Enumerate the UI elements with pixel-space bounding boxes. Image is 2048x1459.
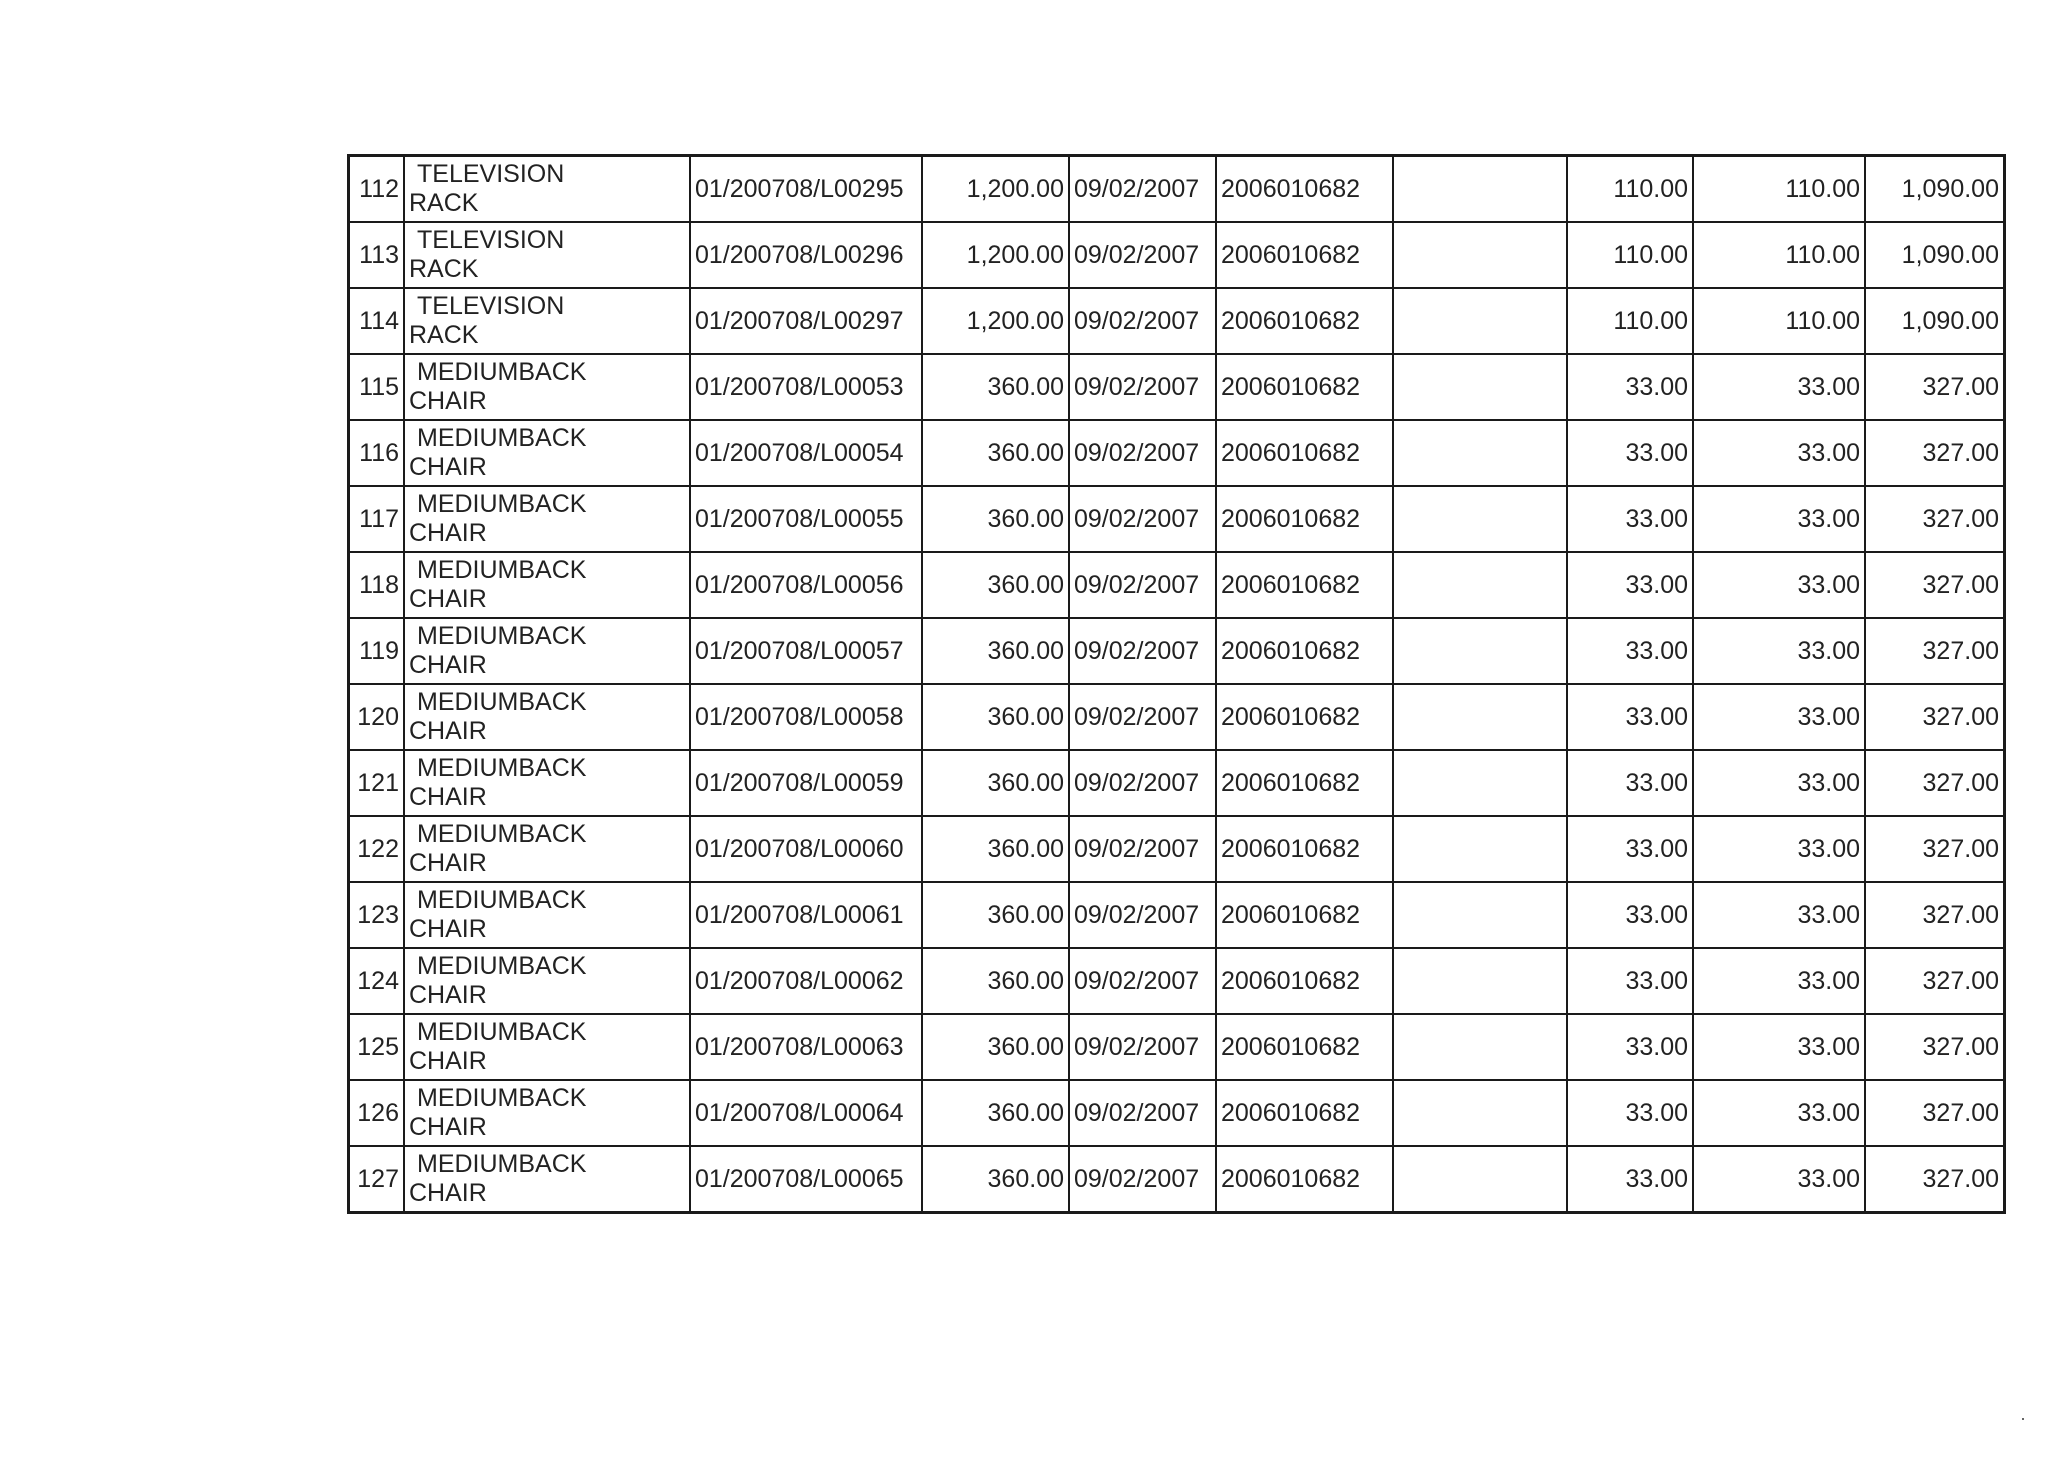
cost-cell: 360.00 [922,1014,1069,1080]
serial-number-cell: 123 [349,882,405,948]
description-line-2: CHAIR [409,849,487,877]
description-cell [404,222,690,288]
description-cell [404,948,690,1014]
serial-number-cell: 114 [349,288,405,354]
blank-cell [1393,1080,1567,1146]
blank-cell [1393,420,1567,486]
description-line-1: MEDIUMBACK [417,1084,587,1112]
blank-cell [1393,288,1567,354]
depreciation-cell: 33.00 [1567,354,1693,420]
serial-number-cell: 125 [349,1014,405,1080]
net-book-value-cell: 327.00 [1865,882,2005,948]
description-cell [404,1080,690,1146]
table-row [349,684,2005,750]
net-book-value-cell: 1,090.00 [1865,156,2005,223]
cost-cell: 360.00 [922,618,1069,684]
accumulated-depreciation-cell: 33.00 [1693,882,1865,948]
description-line-1: TELEVISION [417,226,565,254]
net-book-value-cell: 327.00 [1865,1146,2005,1213]
accumulated-depreciation-cell: 110.00 [1693,156,1865,223]
accumulated-depreciation-cell: 33.00 [1693,618,1865,684]
description-cell [404,354,690,420]
asset-code-cell: 01/200708/L00055 [690,486,922,552]
reference-cell: 2006010682 [1216,486,1393,552]
cost-cell: 360.00 [922,552,1069,618]
description-line-2: CHAIR [409,519,487,547]
description-cell [404,486,690,552]
date-cell: 09/02/2007 [1069,1080,1216,1146]
cost-cell: 360.00 [922,750,1069,816]
blank-cell [1393,486,1567,552]
accumulated-depreciation-cell: 33.00 [1693,816,1865,882]
depreciation-cell: 33.00 [1567,420,1693,486]
asset-code-cell: 01/200708/L00064 [690,1080,922,1146]
serial-number-cell: 127 [349,1146,405,1213]
serial-number-cell: 121 [349,750,405,816]
serial-number-cell: 119 [349,618,405,684]
date-cell: 09/02/2007 [1069,684,1216,750]
asset-code-cell: 01/200708/L00297 [690,288,922,354]
asset-code-cell: 01/200708/L00063 [690,1014,922,1080]
cost-cell: 1,200.00 [922,288,1069,354]
asset-register-body [349,156,2005,1213]
asset-code-cell: 01/200708/L00058 [690,684,922,750]
table-row [349,948,2005,1014]
depreciation-cell: 33.00 [1567,552,1693,618]
depreciation-cell: 33.00 [1567,882,1693,948]
description-line-1: MEDIUMBACK [417,556,587,584]
net-book-value-cell: 327.00 [1865,354,2005,420]
description-cell [404,420,690,486]
asset-code-cell: 01/200708/L00053 [690,354,922,420]
accumulated-depreciation-cell: 33.00 [1693,1146,1865,1213]
description-line-1: MEDIUMBACK [417,490,587,518]
net-book-value-cell: 327.00 [1865,816,2005,882]
serial-number-cell: 122 [349,816,405,882]
blank-cell [1393,750,1567,816]
description-line-1: MEDIUMBACK [417,424,587,452]
asset-register-table [347,154,2006,1214]
blank-cell [1393,156,1567,223]
description-line-2: CHAIR [409,1179,487,1207]
serial-number-cell: 126 [349,1080,405,1146]
accumulated-depreciation-cell: 33.00 [1693,948,1865,1014]
table-row [349,222,2005,288]
date-cell: 09/02/2007 [1069,1146,1216,1213]
description-line-2: RACK [409,255,479,283]
description-line-1: MEDIUMBACK [417,820,587,848]
description-line-2: CHAIR [409,915,487,943]
date-cell: 09/02/2007 [1069,618,1216,684]
reference-cell: 2006010682 [1216,750,1393,816]
depreciation-cell: 33.00 [1567,618,1693,684]
blank-cell [1393,948,1567,1014]
description-line-1: MEDIUMBACK [417,622,587,650]
accumulated-depreciation-cell: 33.00 [1693,552,1865,618]
reference-cell: 2006010682 [1216,420,1393,486]
net-book-value-cell: 1,090.00 [1865,222,2005,288]
description-line-2: CHAIR [409,1047,487,1075]
depreciation-cell: 33.00 [1567,816,1693,882]
description-line-1: MEDIUMBACK [417,1018,587,1046]
description-line-1: MEDIUMBACK [417,886,587,914]
net-book-value-cell: 327.00 [1865,1080,2005,1146]
depreciation-cell: 33.00 [1567,1146,1693,1213]
table-row [349,1080,2005,1146]
reference-cell: 2006010682 [1216,552,1393,618]
reference-cell: 2006010682 [1216,948,1393,1014]
net-book-value-cell: 327.00 [1865,552,2005,618]
reference-cell: 2006010682 [1216,1080,1393,1146]
date-cell: 09/02/2007 [1069,354,1216,420]
table-row [349,486,2005,552]
reference-cell: 2006010682 [1216,1014,1393,1080]
net-book-value-cell: 327.00 [1865,948,2005,1014]
date-cell: 09/02/2007 [1069,552,1216,618]
net-book-value-cell: 1,090.00 [1865,288,2005,354]
asset-code-cell: 01/200708/L00062 [690,948,922,1014]
accumulated-depreciation-cell: 33.00 [1693,1014,1865,1080]
blank-cell [1393,816,1567,882]
cost-cell: 360.00 [922,684,1069,750]
description-line-2: CHAIR [409,783,487,811]
cost-cell: 360.00 [922,1146,1069,1213]
serial-number-cell: 113 [349,222,405,288]
date-cell: 09/02/2007 [1069,156,1216,223]
description-line-2: CHAIR [409,717,487,745]
asset-code-cell: 01/200708/L00065 [690,1146,922,1213]
depreciation-cell: 33.00 [1567,750,1693,816]
description-line-2: CHAIR [409,453,487,481]
asset-code-cell: 01/200708/L00060 [690,816,922,882]
serial-number-cell: 124 [349,948,405,1014]
cost-cell: 360.00 [922,1080,1069,1146]
accumulated-depreciation-cell: 33.00 [1693,420,1865,486]
serial-number-cell: 116 [349,420,405,486]
reference-cell: 2006010682 [1216,1146,1393,1213]
description-cell [404,288,690,354]
blank-cell [1393,552,1567,618]
table-row [349,618,2005,684]
table-row [349,354,2005,420]
blank-cell [1393,618,1567,684]
cost-cell: 360.00 [922,948,1069,1014]
date-cell: 09/02/2007 [1069,882,1216,948]
accumulated-depreciation-cell: 33.00 [1693,750,1865,816]
description-cell [404,156,690,223]
description-cell [404,684,690,750]
table-row [349,750,2005,816]
description-cell [404,882,690,948]
description-line-1: MEDIUMBACK [417,952,587,980]
serial-number-cell: 120 [349,684,405,750]
description-line-2: CHAIR [409,981,487,1009]
net-book-value-cell: 327.00 [1865,420,2005,486]
depreciation-cell: 33.00 [1567,486,1693,552]
scan-speck [2022,1418,2024,1420]
date-cell: 09/02/2007 [1069,1014,1216,1080]
serial-number-cell: 115 [349,354,405,420]
table-row [349,1014,2005,1080]
table-row [349,552,2005,618]
cost-cell: 360.00 [922,882,1069,948]
blank-cell [1393,222,1567,288]
asset-code-cell: 01/200708/L00056 [690,552,922,618]
blank-cell [1393,882,1567,948]
cost-cell: 360.00 [922,816,1069,882]
date-cell: 09/02/2007 [1069,948,1216,1014]
depreciation-cell: 33.00 [1567,684,1693,750]
reference-cell: 2006010682 [1216,882,1393,948]
depreciation-cell: 110.00 [1567,288,1693,354]
accumulated-depreciation-cell: 33.00 [1693,1080,1865,1146]
asset-code-cell: 01/200708/L00061 [690,882,922,948]
reference-cell: 2006010682 [1216,354,1393,420]
description-cell [404,816,690,882]
description-line-1: MEDIUMBACK [417,688,587,716]
cost-cell: 360.00 [922,486,1069,552]
description-line-1: MEDIUMBACK [417,358,587,386]
cost-cell: 360.00 [922,354,1069,420]
description-line-2: CHAIR [409,387,487,415]
cost-cell: 1,200.00 [922,222,1069,288]
date-cell: 09/02/2007 [1069,420,1216,486]
net-book-value-cell: 327.00 [1865,618,2005,684]
description-cell [404,1146,690,1213]
accumulated-depreciation-cell: 110.00 [1693,288,1865,354]
depreciation-cell: 110.00 [1567,156,1693,223]
description-line-1: MEDIUMBACK [417,1150,587,1178]
description-line-1: MEDIUMBACK [417,754,587,782]
depreciation-cell: 33.00 [1567,1080,1693,1146]
accumulated-depreciation-cell: 33.00 [1693,486,1865,552]
table-row [349,420,2005,486]
description-line-1: TELEVISION [417,292,565,320]
table-row [349,816,2005,882]
blank-cell [1393,684,1567,750]
description-cell [404,1014,690,1080]
net-book-value-cell: 327.00 [1865,750,2005,816]
accumulated-depreciation-cell: 33.00 [1693,684,1865,750]
depreciation-cell: 110.00 [1567,222,1693,288]
date-cell: 09/02/2007 [1069,486,1216,552]
date-cell: 09/02/2007 [1069,222,1216,288]
net-book-value-cell: 327.00 [1865,486,2005,552]
asset-code-cell: 01/200708/L00295 [690,156,922,223]
reference-cell: 2006010682 [1216,684,1393,750]
cost-cell: 360.00 [922,420,1069,486]
accumulated-depreciation-cell: 110.00 [1693,222,1865,288]
accumulated-depreciation-cell: 33.00 [1693,354,1865,420]
reference-cell: 2006010682 [1216,618,1393,684]
depreciation-cell: 33.00 [1567,948,1693,1014]
asset-code-cell: 01/200708/L00296 [690,222,922,288]
blank-cell [1393,1014,1567,1080]
description-line-2: RACK [409,189,479,217]
table-row [349,288,2005,354]
reference-cell: 2006010682 [1216,288,1393,354]
depreciation-cell: 33.00 [1567,1014,1693,1080]
asset-code-cell: 01/200708/L00054 [690,420,922,486]
description-line-2: RACK [409,321,479,349]
reference-cell: 2006010682 [1216,156,1393,223]
serial-number-cell: 118 [349,552,405,618]
net-book-value-cell: 327.00 [1865,684,2005,750]
serial-number-cell: 112 [349,156,405,223]
blank-cell [1393,1146,1567,1213]
description-line-2: CHAIR [409,1113,487,1141]
reference-cell: 2006010682 [1216,222,1393,288]
cost-cell: 1,200.00 [922,156,1069,223]
date-cell: 09/02/2007 [1069,816,1216,882]
asset-code-cell: 01/200708/L00059 [690,750,922,816]
description-line-2: CHAIR [409,585,487,613]
net-book-value-cell: 327.00 [1865,1014,2005,1080]
asset-code-cell: 01/200708/L00057 [690,618,922,684]
table-row [349,156,2005,223]
serial-number-cell: 117 [349,486,405,552]
blank-cell [1393,354,1567,420]
description-cell [404,750,690,816]
description-cell [404,552,690,618]
date-cell: 09/02/2007 [1069,288,1216,354]
description-line-2: CHAIR [409,651,487,679]
description-cell [404,618,690,684]
date-cell: 09/02/2007 [1069,750,1216,816]
table-row [349,882,2005,948]
reference-cell: 2006010682 [1216,816,1393,882]
table-row [349,1146,2005,1213]
description-line-1: TELEVISION [417,160,565,188]
